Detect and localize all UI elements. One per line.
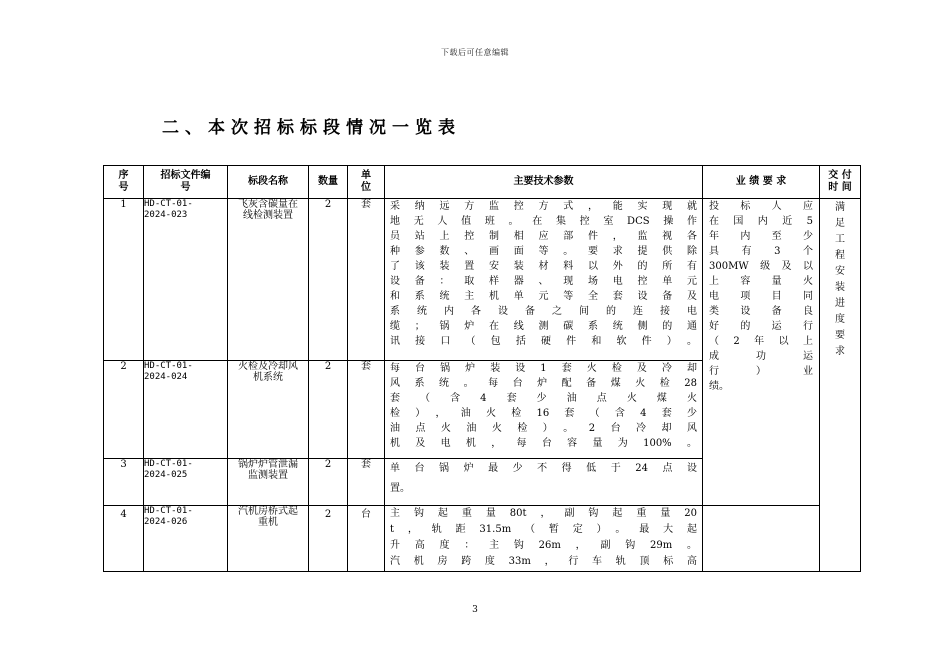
- col-header-params: 主要技术参数: [385, 166, 703, 199]
- page-number: 3: [472, 605, 478, 615]
- param-line: 讯接口（包括硬件和软件）。: [390, 336, 697, 347]
- delivery-time: 满 足 工 程 安 装 进 度 要 求: [820, 199, 861, 572]
- row-qty: 2: [309, 199, 348, 361]
- param-line: 设备：取样器、现场电控单元: [390, 276, 697, 287]
- col-header-qty: 数量: [309, 166, 348, 199]
- param-line: 机及电机，每台容量为100%。: [390, 438, 697, 449]
- row-unit: 套: [348, 459, 385, 506]
- param-line: 主钩起重量80t，副钩起重量20: [390, 508, 697, 519]
- row-params: [385, 199, 703, 361]
- param-line: 种参数、画面等。要求提供除: [390, 246, 697, 257]
- row-qty: 2: [309, 459, 348, 506]
- row-name: 飞灰含碳量在 线检测装置: [228, 199, 309, 361]
- col-header-doc-no: 招标文件编 号: [144, 166, 228, 199]
- param-line: 风系统。每台炉配备煤火检28: [390, 378, 697, 389]
- row-seq: 3: [104, 459, 144, 506]
- row-name: 汽机房桥式起 重机: [228, 506, 309, 572]
- param-line: 套（含4套少油点火煤火: [390, 393, 697, 404]
- param-line: 了该装置安装材料以外的所有: [390, 261, 697, 272]
- param-line: t，轨距31.5m（暂定）。最大起: [390, 524, 697, 535]
- param-line: 升高度：主钩26m，副钩29m。: [390, 540, 697, 551]
- row-name: 火检及冷却风 机系统: [228, 361, 309, 459]
- header-note: 下载后可任意编辑: [441, 48, 509, 57]
- param-line: 汽机房跨度33m，行车轨顶标高: [390, 556, 697, 567]
- row-unit: 台: [348, 506, 385, 572]
- bid-sections-table: [103, 165, 861, 572]
- col-header-performance: 业 绩 要 求: [703, 166, 820, 199]
- table-header-row: [104, 166, 861, 199]
- param-line: 采纳远方监控方式，能实现就: [390, 201, 697, 212]
- row-doc-no: HD-CT-01- 2024-024: [144, 361, 228, 459]
- col-header-delivery: 交 付 时 间: [820, 166, 861, 199]
- col-header-seq: 序 号: [104, 166, 144, 199]
- param-line: 单台锅炉最少不得低于24点设: [390, 463, 697, 474]
- param-line: 每台锅炉装设1套火检及冷却: [390, 363, 697, 374]
- performance-requirement: 投标人应 在国内近5 年内至少 具有3个 300MW级及以 上容量火 电项目同 类设备良 好的运行 （2年以上 成功运 行）业 绩。: [703, 199, 820, 506]
- col-header-unit: 单 位: [348, 166, 385, 199]
- row-unit: 套: [348, 199, 385, 361]
- param-line: 和系统主机单元等全套设备及: [390, 291, 697, 302]
- row-name: 锅炉炉管泄漏 监测装置: [228, 459, 309, 506]
- table-row: [104, 506, 861, 572]
- param-line: 缆；锅炉在线测碳系统侧的通: [390, 321, 697, 332]
- performance-empty: [703, 506, 820, 572]
- param-line: 检），油火检16套（含4套少: [390, 408, 697, 419]
- row-qty: 2: [309, 506, 348, 572]
- row-doc-no: HD-CT-01- 2024-023: [144, 199, 228, 361]
- row-seq: 2: [104, 361, 144, 459]
- row-seq: 4: [104, 506, 144, 572]
- param-line: 系统内各设备之间的连接电: [390, 306, 697, 317]
- row-params: [385, 459, 703, 506]
- row-params: [385, 361, 703, 459]
- row-doc-no: HD-CT-01- 2024-025: [144, 459, 228, 506]
- row-params: [385, 506, 703, 572]
- row-seq: 1: [104, 199, 144, 361]
- row-doc-no: HD-CT-01- 2024-026: [144, 506, 228, 572]
- row-unit: 套: [348, 361, 385, 459]
- param-line: 地无人值班。在集控室DCS操作: [390, 216, 697, 227]
- param-line: 油点火油火检）。2台冷却风: [390, 423, 697, 434]
- section-title: 二、本次招标标段情况一览表: [162, 118, 461, 138]
- col-header-name: 标段名称: [228, 166, 309, 199]
- table-row: [104, 199, 861, 361]
- row-qty: 2: [309, 361, 348, 459]
- param-line: 员站上控制相应部件，监视各: [390, 231, 697, 242]
- param-line: 置。: [390, 483, 410, 494]
